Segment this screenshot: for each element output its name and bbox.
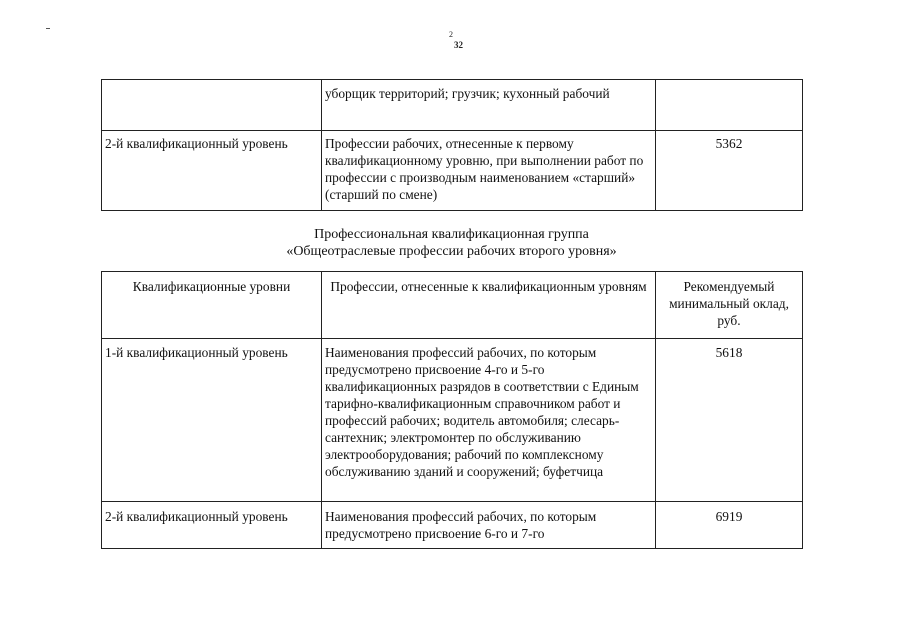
- salary-cell: 5618: [656, 339, 803, 502]
- professions-cell: Наименования профессий рабочих, по которым предусмотрено присвоение 4-го и 5-го квалификационных разрядов в соответствии с Единым тарифно-квалификационным справочником работ и профессий рабочих; водитель автомобиля; слесарь-сантехник; электромонтер по обслуживанию электрооборудования; рабочий по комплексному обслуживанию зданий и сооружений; буфетчица: [322, 339, 656, 502]
- header-professions: Профессии, отнесенные к квалификационным уровням: [322, 272, 656, 339]
- level-cell: 2-й квалификационный уровень: [102, 131, 322, 211]
- table-row: [102, 502, 803, 549]
- qualification-table: [101, 271, 803, 549]
- salary-cell: 6919: [656, 502, 803, 549]
- salary-cell: [656, 80, 803, 131]
- level-cell: [102, 80, 322, 131]
- page-number-bottom: 32: [454, 40, 463, 50]
- scan-speck: [46, 28, 50, 29]
- group-heading-line1: Профессиональная квалификационная группа: [314, 227, 589, 242]
- header-level: Квалификационные уровни: [102, 272, 322, 339]
- header-salary: Рекомендуемый минимальный оклад, руб.: [656, 272, 803, 339]
- professions-cell: Наименования профессий рабочих, по которым предусмотрено присвоение 6-го и 7-го: [322, 502, 656, 549]
- salary-cell: 5362: [656, 131, 803, 211]
- continued-table: [101, 79, 803, 211]
- table-row: [102, 80, 803, 131]
- group-heading: [101, 226, 802, 260]
- professions-cell: Профессии рабочих, отнесенные к первому квалификационному уровню, при выполнении работ по профессии с производным наименованием «старший» (старший по смене): [322, 131, 656, 211]
- level-cell: 1-й квалификационный уровень: [102, 339, 322, 502]
- table-row: [102, 131, 803, 211]
- table-header-row: [102, 272, 803, 339]
- group-heading-line2: «Общеотраслевые профессии рабочих второго уровня»: [286, 244, 617, 259]
- level-cell: 2-й квалификационный уровень: [102, 502, 322, 549]
- professions-cell: уборщик территорий; грузчик; кухонный рабочий: [322, 80, 656, 131]
- page-number-top: 2: [449, 30, 453, 39]
- table-row: [102, 339, 803, 502]
